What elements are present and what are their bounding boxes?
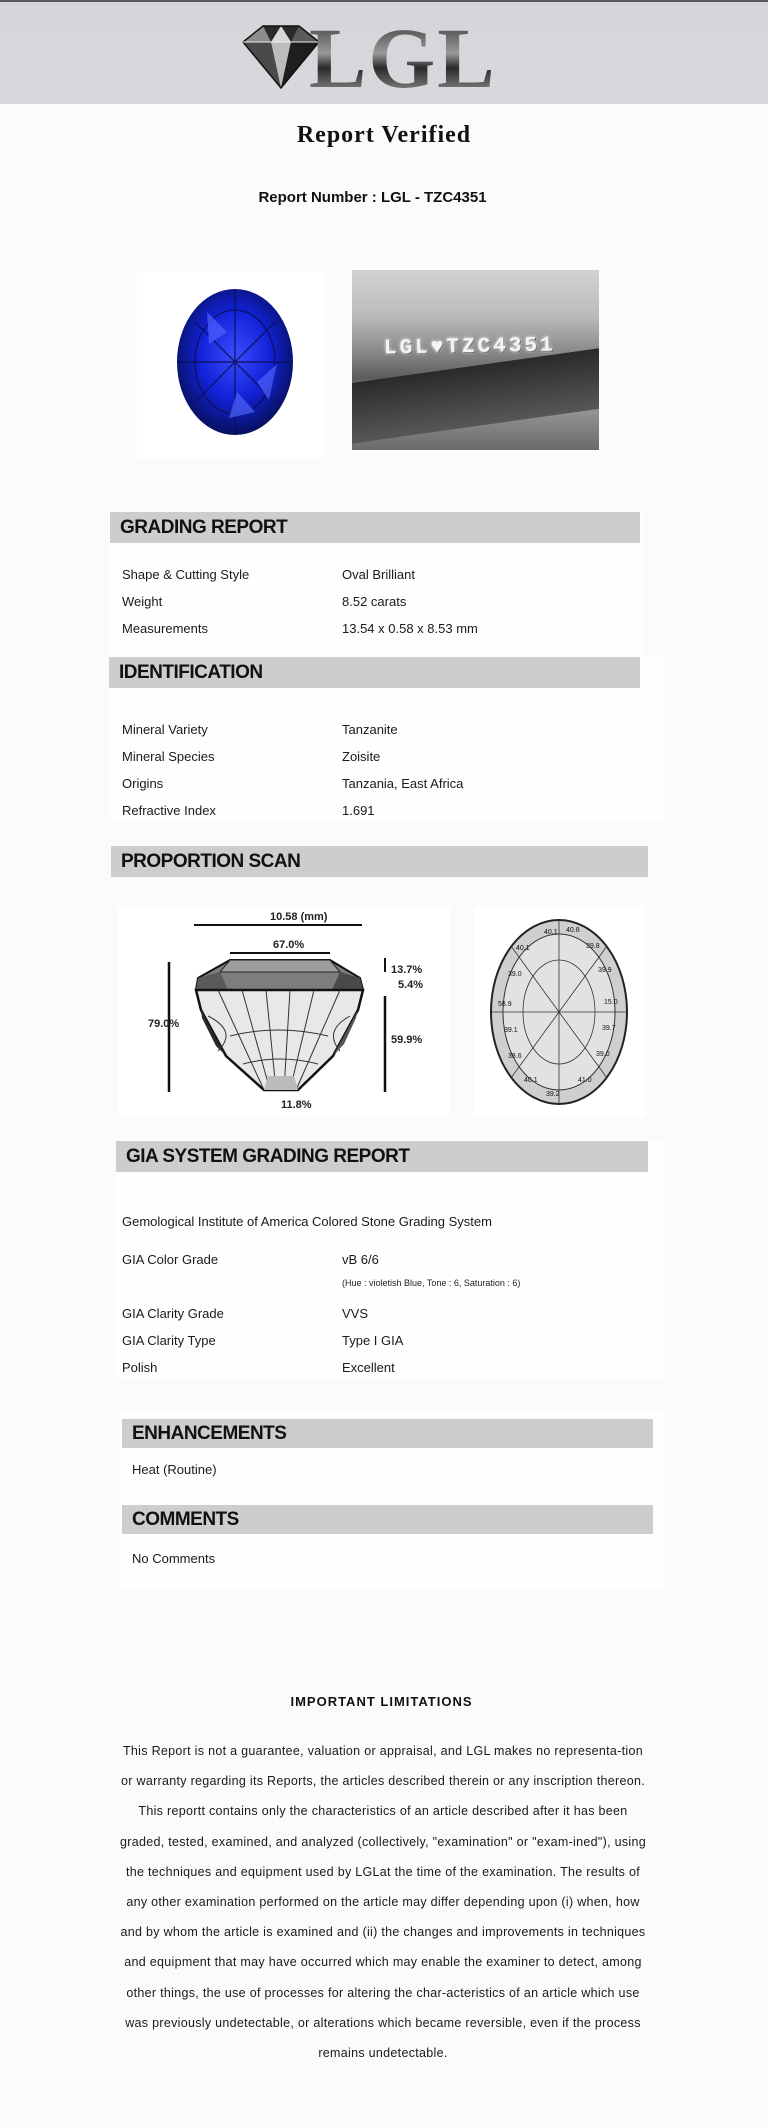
gia-label-clarity: GIA Clarity Grade bbox=[122, 1306, 224, 1321]
enhancements-heading: ENHANCEMENTS bbox=[122, 1419, 653, 1448]
gia-label-polish: Polish bbox=[122, 1360, 158, 1375]
scan-width-label: 10.58 (mm) bbox=[270, 911, 328, 923]
scan-crown-label: 13.7% bbox=[391, 964, 423, 976]
id-label-variety: Mineral Variety bbox=[122, 722, 208, 737]
svg-text:40.8: 40.8 bbox=[566, 927, 580, 934]
identification-heading: IDENTIFICATION bbox=[109, 657, 640, 688]
svg-text:39.8: 39.8 bbox=[586, 943, 600, 950]
grading-label-measurements: Measurements bbox=[122, 621, 208, 636]
gia-label-color: GIA Color Grade bbox=[122, 1252, 219, 1267]
comments-text: No Comments bbox=[132, 1551, 216, 1566]
gia-subtitle: Gemological Institute of America Colored Stone Grading System bbox=[122, 1214, 492, 1229]
id-value-origins: Tanzania, East Africa bbox=[342, 776, 464, 791]
grading-label-shape: Shape & Cutting Style bbox=[122, 567, 250, 582]
svg-text:58.9: 58.9 bbox=[498, 1001, 512, 1008]
limitations-heading: IMPORTANT LIMITATIONS bbox=[290, 1694, 473, 1709]
inscription-photo bbox=[352, 270, 599, 450]
gia-value-polish: Excellent bbox=[342, 1360, 395, 1375]
grading-value-shape: Oval Brilliant bbox=[342, 567, 415, 582]
gia-value-clarity: VVS bbox=[342, 1306, 369, 1321]
profile-diagram bbox=[118, 906, 450, 1117]
header-banner bbox=[0, 2, 768, 104]
gia-heading: GIA SYSTEM GRADING REPORT bbox=[116, 1141, 648, 1172]
inscription-text: LGL♥TZC4351 bbox=[383, 334, 556, 361]
svg-text:39.0: 39.0 bbox=[596, 1051, 610, 1058]
id-label-origins: Origins bbox=[122, 776, 164, 791]
enhancements-text: Heat (Routine) bbox=[132, 1462, 217, 1477]
logo-text: LGL bbox=[309, 10, 497, 106]
scan-depth-label: 79.0% bbox=[148, 1018, 180, 1030]
page-title: Report Verified bbox=[296, 122, 472, 148]
svg-text:39.9: 39.9 bbox=[598, 967, 612, 974]
svg-text:39.2: 39.2 bbox=[546, 1091, 560, 1098]
svg-text:15.0: 15.0 bbox=[604, 999, 618, 1006]
svg-text:40.1: 40.1 bbox=[544, 929, 558, 936]
report-number: Report Number : LGL - TZC4351 bbox=[258, 189, 487, 206]
scan-pavilion-label: 59.9% bbox=[391, 1034, 423, 1046]
svg-text:38.6: 38.6 bbox=[508, 1053, 522, 1060]
scan-girdle-label: 5.4% bbox=[398, 979, 424, 991]
lgl-logo bbox=[233, 10, 497, 106]
grading-label-weight: Weight bbox=[122, 594, 163, 609]
svg-text:40.1: 40.1 bbox=[516, 945, 530, 952]
grading-value-measurements: 13.54 x 0.58 x 8.53 mm bbox=[342, 621, 478, 636]
svg-text:41.0: 41.0 bbox=[578, 1077, 592, 1084]
svg-text:40.1: 40.1 bbox=[524, 1077, 538, 1084]
grading-heading: GRADING REPORT bbox=[110, 512, 640, 543]
proportion-heading: PROPORTION SCAN bbox=[111, 846, 648, 877]
id-label-species: Mineral Species bbox=[122, 749, 215, 764]
top-view-diagram bbox=[474, 906, 645, 1117]
svg-text:39.0: 39.0 bbox=[508, 971, 522, 978]
gia-color-note: (Hue : violetish Blue, Tone : 6, Saturation : 6) bbox=[342, 1278, 521, 1288]
gia-label-type: GIA Clarity Type bbox=[122, 1333, 216, 1348]
gem-photo bbox=[137, 272, 323, 458]
gia-value-type: Type I GIA bbox=[342, 1333, 404, 1348]
id-value-ri: 1.691 bbox=[342, 803, 375, 818]
scan-table-label: 67.0% bbox=[273, 939, 305, 951]
svg-text:39.7: 39.7 bbox=[602, 1025, 616, 1032]
grading-value-weight: 8.52 carats bbox=[342, 594, 407, 609]
scan-culet-label: 11.8% bbox=[281, 1099, 312, 1111]
comments-heading: COMMENTS bbox=[122, 1505, 653, 1534]
gia-value-color: vB 6/6 bbox=[342, 1252, 379, 1267]
id-value-species: Zoisite bbox=[342, 749, 381, 764]
id-label-ri: Refractive Index bbox=[122, 803, 216, 818]
svg-text:39.1: 39.1 bbox=[504, 1027, 518, 1034]
id-value-variety: Tanzanite bbox=[342, 722, 398, 737]
limitations-text: This Report is not a guarantee, valuation or appraisal, and LGL makes no representa-tion or warranty regarding its Reports, the articles described therein or any inscription thereon. This reportt contains only the characteristics of an article described after it has been graded, tested, examined, and analyzed (collectively, "examination" or "exam-ined"), using the techniques and equipment used by LGLat the time of the examination. The results of any other examination performed on the article may differ depending upon (i) when, how and by whom the article is examined and (ii) the changes and improvements in techniques and equipment that may have occurred which may enable the examiner to detect, among other things, the use of processes for altering the char-acteristics of an article which use was previously undetectable, or alterations which became reversible, even if the process remains undetectable. bbox=[119, 1744, 647, 2061]
